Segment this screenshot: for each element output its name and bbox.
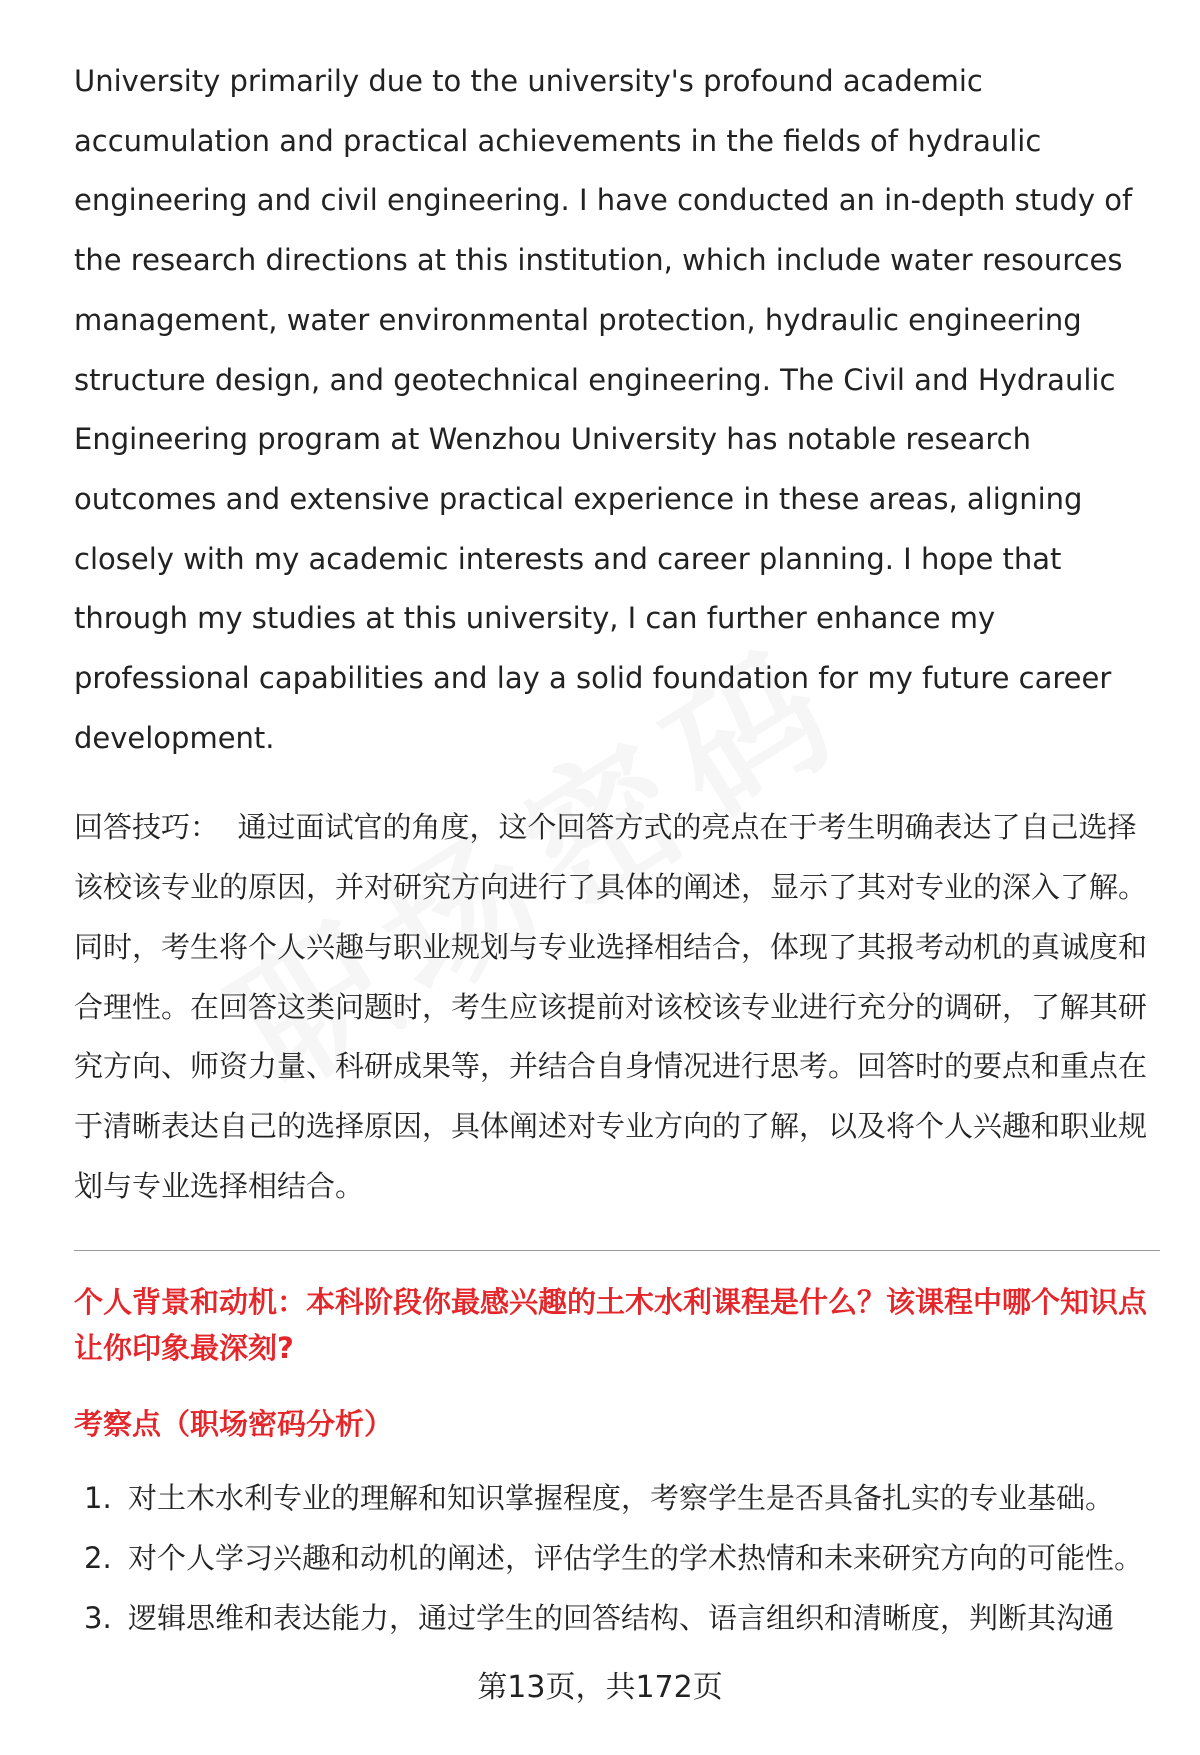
answer-tips-spacer	[219, 810, 237, 844]
english-answer-paragraph: University primarily due to the university's profound academic accumulation and practical achievements in the fields of hydraulic engineering and civil engineering. I have conducted an in-depth study of the research directions at this institution, which include water resources management, water environmental protection, hydraulic engineering structure design, and geotechnical engineering. The Civil and Hydraulic Engineering program at Wenzhou University has notable research outcomes and extensive practical experience in these areas, aligning closely with my academic interests and career planning. I hope that through my studies at this university, I can further enhance my professional capabilities and lay a solid foundation for my future career development.	[74, 64, 1133, 755]
list-item-number: 1.	[84, 1481, 112, 1516]
list-item	[74, 1529, 1160, 1589]
answer-tips-text: 通过面试官的角度，这个回答方式的亮点在于考生明确表达了自己选择该校该专业的原因，并对研究方向进行了具体的阐述，显示了其对专业的深入了解。同时，考生将个人兴趣与职业规划与专业选择相结合，体现了其报考动机的真诚度和合理性。在回答这类问题时，考生应该提前对该校该专业进行充分的调研，了解其研究方向、师资力量、科研成果等，并结合自身情况进行思考。回答时的要点和重点在于清晰表达自己的选择原因，具体阐述对专业方向的了解，以及将个人兴趣和职业规划与专业选择相结合。	[74, 810, 1148, 1203]
list-item-text: 对土木水利专业的理解和知识掌握程度，考察学生是否具备扎实的专业基础。	[128, 1481, 1115, 1516]
list-item	[74, 1589, 1160, 1649]
question-heading: 个人背景和动机：本科阶段你最感兴趣的土木水利课程是什么？该课程中哪个知识点让你印象最深刻?	[74, 1285, 1148, 1366]
analysis-section-title: 考察点（职场密码分析）	[74, 1407, 394, 1442]
list-item-number: 3.	[84, 1600, 112, 1635]
section-divider	[74, 1250, 1160, 1251]
answer-tips-paragraph	[74, 798, 1160, 1216]
analysis-points-list	[74, 1469, 1160, 1648]
list-item	[74, 1469, 1160, 1529]
list-item-number: 2.	[84, 1541, 112, 1576]
page-content	[74, 52, 1160, 1648]
list-item-text: 逻辑思维和表达能力，通过学生的回答结构、语言组织和清晰度，判断其沟通	[128, 1600, 1115, 1635]
page-number-footer: 第13页，共172页	[477, 1670, 723, 1705]
answer-tips-label: 回答技巧：	[74, 810, 220, 845]
list-item-text: 对个人学习兴趣和动机的阐述，评估学生的学术热情和未来研究方向的可能性。	[128, 1541, 1144, 1576]
